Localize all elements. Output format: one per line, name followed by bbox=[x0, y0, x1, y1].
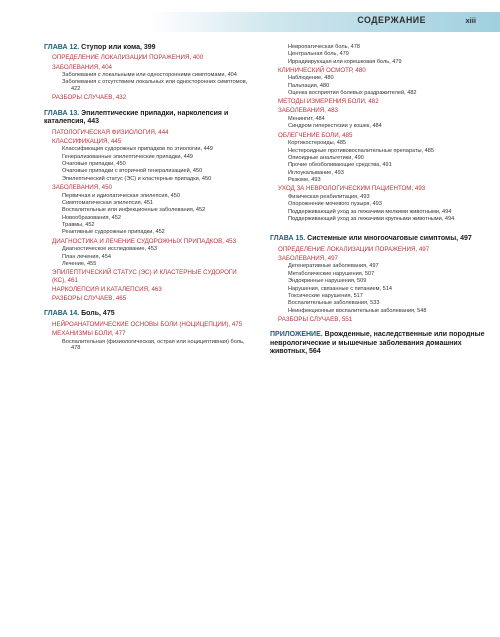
toc-chapter-heading[interactable] bbox=[44, 110, 250, 127]
toc-entry[interactable]: Воспалительные заболевания, 533 bbox=[288, 300, 380, 307]
toc-entry[interactable]: Генерализованные эпилептические припадки, 449 bbox=[62, 153, 193, 160]
page-number: xiii bbox=[465, 16, 476, 25]
chapter-title: Эпилептические припадки, нарколепсия и каталепсия, 443 bbox=[44, 109, 229, 126]
toc-entry[interactable]: Классификация судорожных припадков по этиологии, 449 bbox=[62, 146, 213, 153]
toc-entry[interactable]: Заболевания с локальными или односторонними симптомами, 404 bbox=[62, 72, 237, 79]
toc-entry[interactable]: Пальпация, 480 bbox=[288, 82, 330, 89]
toc-entry[interactable]: Физическая реабилитация, 493 bbox=[288, 193, 370, 200]
toc-chapter-heading[interactable] bbox=[44, 310, 250, 318]
toc-entry[interactable]: Поддерживающий уход за лежачими крупными животными, 494 bbox=[288, 215, 455, 222]
toc-chapter-heading[interactable] bbox=[44, 44, 250, 52]
toc-entry[interactable]: Опиоидные анальгетики, 490 bbox=[288, 154, 364, 161]
toc-entry[interactable]: Резюме, 493 bbox=[288, 177, 321, 184]
toc-entry[interactable]: Воспалительная (физиологическая, острая или ноцицептивная) боль, 478 bbox=[62, 338, 245, 352]
toc-chapter-heading[interactable] bbox=[270, 331, 490, 356]
chapter-label: ГЛАВА 14. bbox=[44, 310, 80, 318]
toc-entry[interactable]: Травмы, 452 bbox=[62, 222, 95, 229]
toc-entry[interactable]: Невропатическая боль, 478 bbox=[288, 44, 360, 50]
toc-entry[interactable]: План лечения, 454 bbox=[62, 253, 111, 260]
toc-entry[interactable]: Первичная и идиопатическая эпилепсия, 450 bbox=[62, 192, 180, 199]
toc-section[interactable]: ЗАБОЛЕВАНИЯ, 483 bbox=[278, 107, 338, 115]
toc-entry[interactable]: Токсические нарушения, 517 bbox=[288, 292, 363, 299]
toc-section[interactable]: РАЗБОРЫ СЛУЧАЕВ, 551 bbox=[278, 315, 353, 323]
chapter-label: ГЛАВА 12. bbox=[44, 44, 80, 51]
toc-entry[interactable]: Центральная боль, 479 bbox=[288, 51, 349, 58]
toc-chapter-heading[interactable] bbox=[270, 235, 490, 243]
chapter-title: Врожденные, наследственные или породные неврологические и мышечные заболевания домашних животных, 564 bbox=[270, 331, 485, 356]
spacer bbox=[270, 223, 490, 235]
toc-section[interactable]: ОПРЕДЕЛЕНИЕ ЛОКАЛИЗАЦИИ ПОРАЖЕНИЯ, 400 bbox=[52, 54, 204, 62]
toc-entry[interactable]: Реактивные судорожные припадки, 452 bbox=[62, 229, 165, 236]
chapter-title: Системные или многоочаговые симптомы, 497 bbox=[305, 235, 472, 243]
toc-section[interactable]: НАРКОЛЕПСИЯ И КАТАЛЕПСИЯ, 463 bbox=[52, 285, 162, 293]
toc-section[interactable]: ДИАГНОСТИКА И ЛЕЧЕНИЕ СУДОРОЖНЫХ ПРИПАДКОВ, 453 bbox=[52, 237, 237, 245]
toc-entry[interactable]: Оценка восприятия болевых раздражителей, 482 bbox=[288, 90, 417, 97]
toc-section[interactable]: МЕТОДЫ ИЗМЕРЕНИЯ БОЛИ, 482 bbox=[278, 98, 379, 106]
page-section-title: СОДЕРЖАНИЕ bbox=[357, 15, 426, 25]
toc-entry[interactable]: Синдром гиперестезии у кошек, 484 bbox=[288, 123, 382, 130]
toc-section[interactable]: ЗАБОЛЕВАНИЯ, 404 bbox=[52, 63, 112, 71]
toc-entry[interactable]: Симптоматическая эпилепсия, 451 bbox=[62, 199, 154, 206]
toc-section[interactable]: ПАТОЛОГИЧЕСКАЯ ФИЗИОЛОГИЯ, 444 bbox=[52, 128, 169, 136]
chapter-label: ГЛАВА 15. bbox=[270, 235, 306, 243]
toc-entry[interactable]: Иррадиирующая или корешковая боль, 479 bbox=[288, 58, 402, 65]
toc-entry[interactable]: Новообразования, 452 bbox=[62, 214, 121, 221]
toc-entry[interactable]: Лечение, 455 bbox=[62, 260, 97, 267]
chapter-title: Боль, 475 bbox=[79, 310, 115, 318]
toc-right-column bbox=[270, 44, 490, 359]
toc-entry[interactable]: Дегенеративные заболевания, 497 bbox=[288, 263, 379, 270]
toc-section[interactable]: ЭПИЛЕПТИЧЕСКИЙ СТАТУС (ЭС) И КЛАСТЕРНЫЕ СУДОРОГИ (КС), 461 bbox=[52, 269, 237, 284]
toc-entry[interactable]: Менингит, 484 bbox=[288, 116, 325, 123]
chapter-title: Ступор или кома, 399 bbox=[79, 44, 156, 51]
toc-section[interactable]: ОБЛЕГЧЕНИЕ БОЛИ, 485 bbox=[278, 131, 353, 139]
toc-entry[interactable]: Эндокринные нарушения, 509 bbox=[288, 278, 367, 285]
toc-section[interactable]: РАЗБОРЫ СЛУЧАЕВ, 465 bbox=[52, 294, 127, 302]
toc-section[interactable]: КЛИНИЧЕСКИЙ ОСМОТР, 480 bbox=[278, 66, 366, 74]
toc-entry[interactable]: Нестероидные противовоспалительные препараты, 485 bbox=[288, 147, 435, 154]
toc-entry[interactable]: Очаговые припадки, 450 bbox=[62, 161, 126, 168]
toc-entry[interactable]: Опорожнение мочевого пузыря, 493 bbox=[288, 201, 382, 208]
toc-section[interactable]: МЕХАНИЗМЫ БОЛИ, 477 bbox=[52, 329, 126, 337]
spacer bbox=[270, 324, 490, 331]
toc-section[interactable]: КЛАССИФИКАЦИЯ, 445 bbox=[52, 137, 122, 145]
toc-entry[interactable]: Очаговые припадки с вторичной генерализацией, 450 bbox=[62, 168, 203, 175]
toc-entry[interactable]: Диагностическое исследование, 453 bbox=[62, 246, 157, 253]
toc-entry[interactable]: Неинфекционные воспалительные заболевания, 548 bbox=[288, 307, 427, 314]
toc-entry[interactable]: Нарушения, связанные с питанием, 514 bbox=[288, 285, 392, 292]
spacer bbox=[44, 303, 250, 310]
toc-section[interactable]: НЕЙРОАНАТОМИЧЕСКИЕ ОСНОВЫ БОЛИ (НОЦИЦЕПЦИИ), 475 bbox=[52, 320, 243, 328]
toc-entry[interactable]: Метаболические нарушения, 507 bbox=[288, 270, 375, 277]
toc-left-column bbox=[44, 44, 250, 352]
toc-section[interactable]: УХОД ЗА НЕВРОЛОГИЧЕСКИМ ПАЦИЕНТОМ, 493 bbox=[278, 185, 426, 193]
toc-entry[interactable]: Заболевания с отсутствием локальных или односторонних симптомов, 422 bbox=[62, 79, 248, 93]
toc-entry[interactable]: Наблюдение, 480 bbox=[288, 75, 334, 82]
toc-section[interactable]: ЗАБОЛЕВАНИЯ, 497 bbox=[278, 254, 338, 262]
toc-entry[interactable]: Эпилептический статус (ЭС) и кластерные припадки, 450 bbox=[62, 175, 212, 182]
toc-entry[interactable]: Иглоукалывание, 493 bbox=[288, 169, 344, 176]
chapter-label: ГЛАВА 13. bbox=[44, 109, 80, 117]
chapter-label: ПРИЛОЖЕНИЕ. bbox=[270, 331, 323, 339]
toc-section[interactable]: ОПРЕДЕЛЕНИЕ ЛОКАЛИЗАЦИИ ПОРАЖЕНИЯ, 497 bbox=[278, 245, 430, 253]
toc-entry[interactable]: Прочие обезболивающие средства, 491 bbox=[288, 162, 392, 169]
toc-entry[interactable]: Кортикостероиды, 485 bbox=[288, 140, 347, 147]
toc-entry[interactable]: Воспалительные или инфекционные заболевания, 452 bbox=[62, 207, 206, 214]
toc-entry[interactable]: Поддерживающий уход за лежачими мелкими животными, 494 bbox=[288, 208, 452, 215]
toc-section[interactable]: ЗАБОЛЕВАНИЯ, 450 bbox=[52, 183, 112, 191]
spacer bbox=[44, 103, 250, 110]
toc-section[interactable]: РАЗБОРЫ СЛУЧАЕВ, 432 bbox=[52, 94, 127, 102]
